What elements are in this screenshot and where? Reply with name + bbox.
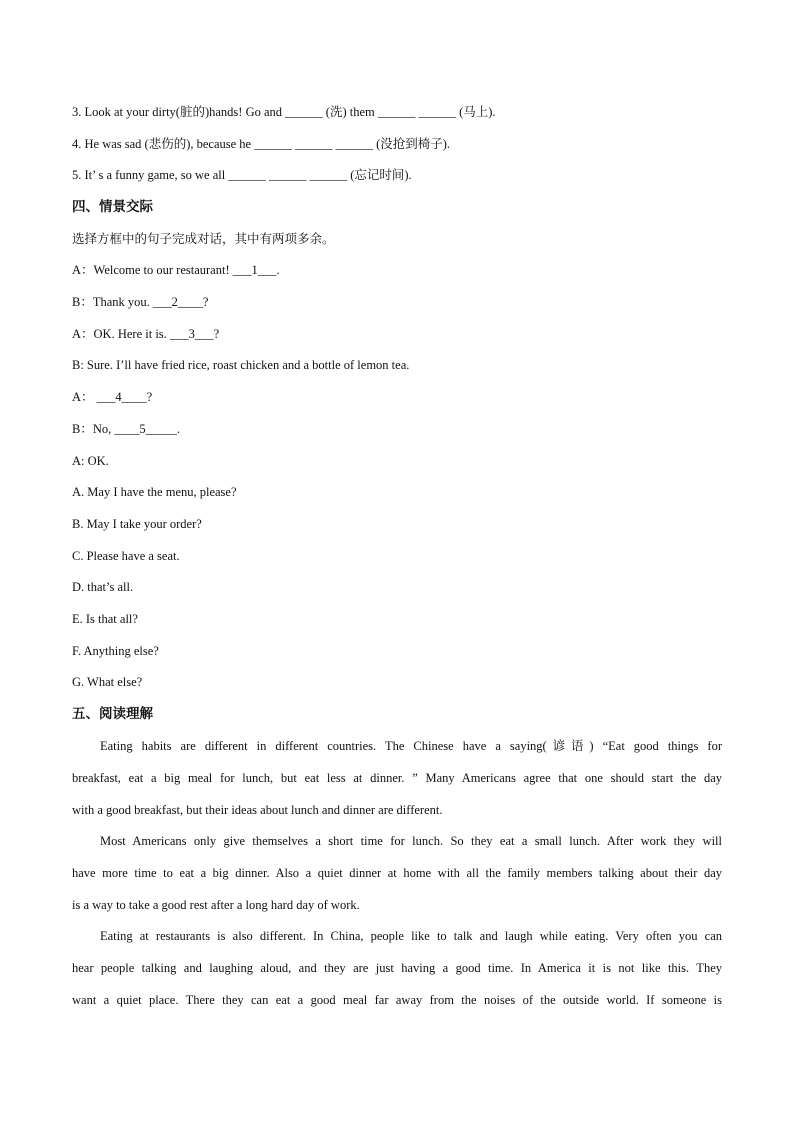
option-item: E. Is that all?: [72, 612, 138, 626]
option-item: F. Anything else?: [72, 644, 159, 658]
fill-in-question-4: 4. He was sad (悲伤的), because he ______ ______ ______ (没抢到椅子).: [72, 137, 451, 151]
option-item: C. Please have a seat.: [72, 549, 180, 563]
dialogue-line: A: OK.: [72, 454, 109, 468]
paragraph-line: is a way to take a good rest after a long hard day of work.: [72, 897, 360, 912]
dialogue-line: B: Sure. I’ll have fried rice, roast chicken and a bottle of lemon tea.: [72, 358, 410, 372]
dialogue-line: A： ___4____?: [72, 390, 153, 404]
paragraph-line: breakfast, eat a big meal for lunch, but eat less at dinner. ” Many Americans agree that one should start the day: [72, 770, 722, 785]
dialogue-line: B：Thank you. ___2____?: [72, 295, 209, 309]
option-item: D. that’s all.: [72, 580, 134, 594]
section-4-instruction: 选择方框中的句子完成对话，其中有两项多余。: [72, 231, 335, 246]
reading-paragraph: [72, 928, 722, 1023]
option-item: B. May I take your order?: [72, 517, 202, 531]
fill-in-question-3: 3. Look at your dirty(脏的)hands! Go and ______ (洗) them ______ ______ (马上).: [72, 105, 496, 119]
dialogue-line: B：No, ____5_____.: [72, 422, 180, 436]
section-5-heading: 五、阅读理解: [72, 706, 153, 722]
section-4-heading: 四、情景交际: [72, 199, 153, 215]
paragraph-line: Eating habits are different in different countries. The Chinese have a saying(谚语) “Eat good things for: [100, 739, 722, 753]
paragraph-line: have more time to eat a big dinner. Also a quiet dinner at home with all the family members talking about their day: [72, 865, 722, 880]
dialogue-line: A：OK. Here it is. ___3___?: [72, 327, 220, 341]
fill-in-question-5: 5. It’ s a funny game, so we all ______ ______ ______ (忘记时间).: [72, 168, 412, 182]
option-item: A. May I have the menu, please?: [72, 485, 237, 499]
paragraph-line: hear people talking and laughing aloud, and they are just having a good time. In America it is not like this. They: [72, 960, 722, 975]
reading-paragraph: [72, 833, 722, 928]
paragraph-line: with a good breakfast, but their ideas about lunch and dinner are different.: [72, 802, 443, 817]
paragraph-line: want a quiet place. There they can eat a good meal far away from the noises of the outside world. If someone is: [72, 992, 722, 1007]
paragraph-line: Eating at restaurants is also different. In China, people like to talk and laugh while eating. Very often you can: [100, 929, 722, 943]
option-item: G. What else?: [72, 675, 143, 689]
reading-paragraph: [72, 738, 722, 833]
dialogue-line: A：Welcome to our restaurant! ___1___.: [72, 263, 280, 277]
paragraph-line: Most Americans only give themselves a short time for lunch. So they eat a small lunch. After work they will: [100, 834, 722, 848]
